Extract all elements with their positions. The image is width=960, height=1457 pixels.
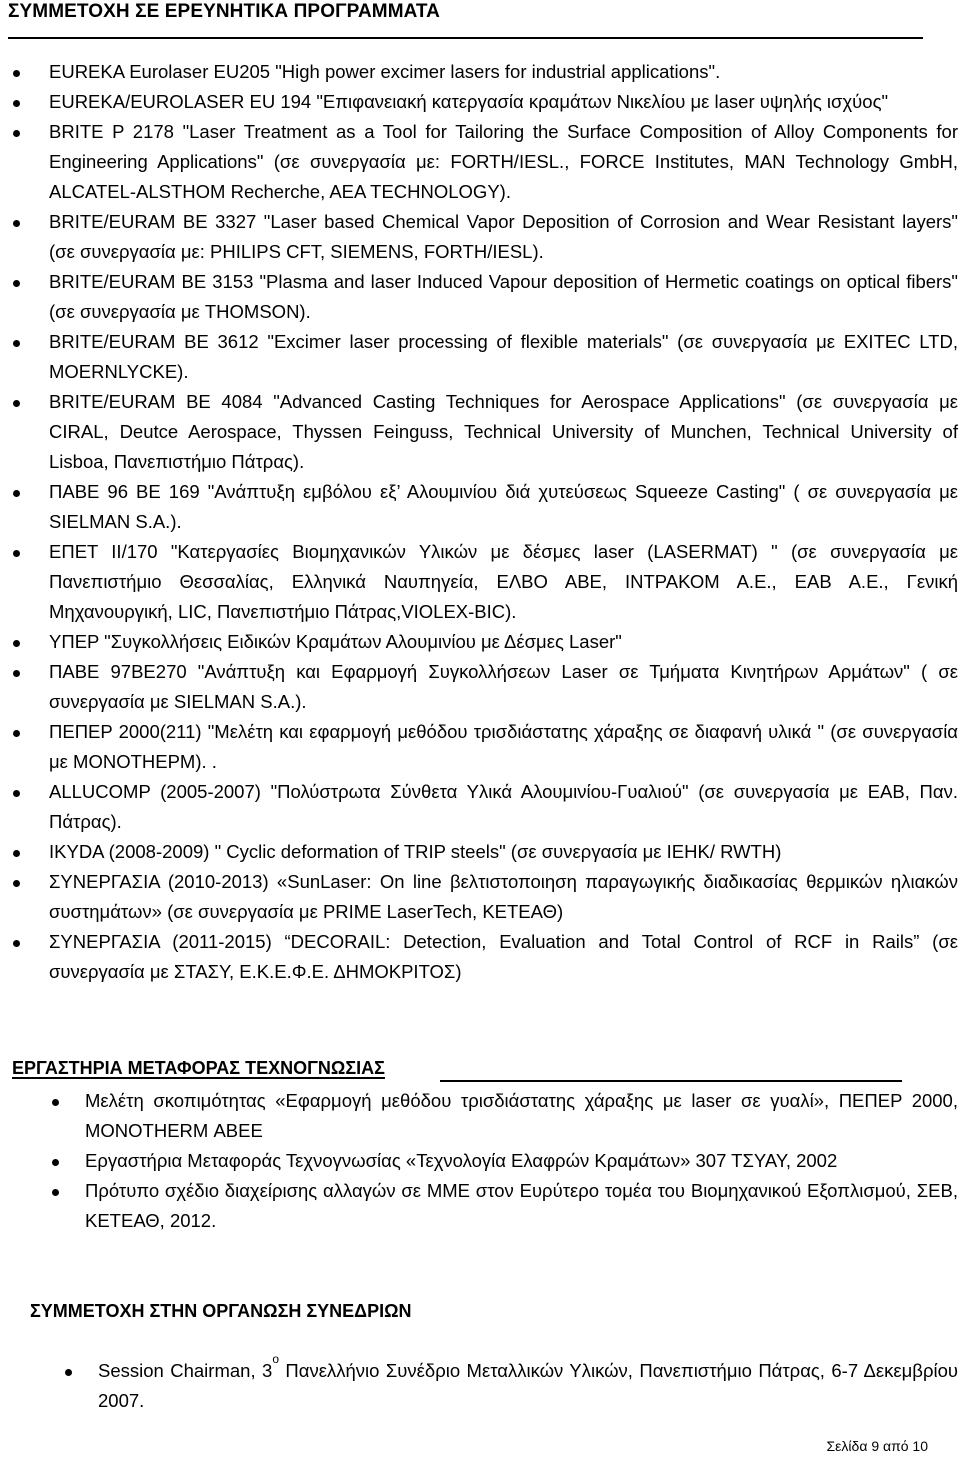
research-programs-list	[49, 57, 958, 987]
bullet-icon	[13, 490, 20, 497]
bullet-icon	[13, 940, 20, 947]
list-item: ALLUCOMP (2005-2007) "Πολύστρωτα Σύνθετα Υλικά Αλουμινίου-Γυαλιού" (σε συνεργασία με ΕΑΒ, Παν. Πάτρας).	[49, 777, 958, 837]
section-title-research-programs: ΣΥΜΜΕΤΟΧΗ ΣΕ ΕΡΕΥΝΗΤΙΚΑ ΠΡΟΓΡΑΜΜΑΤΑ	[8, 1, 441, 22]
list-item: Session Chairman, $3^o$ Πανελλήνιο Συνέδριο Μεταλλικών Υλικών, Πανεπιστήμιο Πάτρας, 6-7 Δεκεμβρίου 2007.	[98, 1356, 958, 1416]
bullet-icon	[13, 640, 20, 647]
bullet-icon	[13, 730, 20, 737]
bullet-icon	[52, 1159, 59, 1166]
list-item: BRITE P 2178 "Laser Treatment as a Tool for Tailoring the Surface Composition of Alloy Components for Engineering Applications" (σε συνεργασία με: FORTH/IESL., FORCE Institutes, MAN Technology GmbH, ALCATEL-ALSTHOM Recherche, AEA TECHNOLOGY).	[49, 117, 958, 207]
page-number: Σελίδα 9 από 10	[826, 1438, 928, 1454]
list-item: ΣΥΝΕΡΓΑΣΙΑ (2010-2013) «SunLaser: On line βελτιστοποιηση παραγωγικής διαδικασίας θερμικών ηλιακών συστημάτων» (σε συνεργασία με PRIME LaserTech, ΚΕΤΕΑΘ)	[49, 867, 958, 927]
bullet-icon	[65, 1369, 72, 1376]
bullet-icon	[13, 850, 20, 857]
list-item: Πρότυπο σχέδιο διαχείρισης αλλαγών σε ΜΜΕ στον Ευρύτερο τομέα του Βιομηχανικού Εξοπλισμού, ΣΕΒ, ΚΕΤΕΑΘ, 2012.	[85, 1176, 958, 1236]
list-item: BRITE/EURAM BE 3327 "Laser based Chemical Vapor Deposition of Corrosion and Wear Resistant layers" (σε συνεργασία με: PHILIPS CFT, SIEMENS, FORTH/IESL).	[49, 207, 958, 267]
bullet-icon	[13, 340, 20, 347]
bullet-icon	[13, 400, 20, 407]
list-item: EUREKA/EUROLASER EU 194 "Επιφανειακή κατεργασία κραμάτων Νικελίου με laser υψηλής ισχύος"	[49, 87, 958, 117]
list-item: IKYDA (2008-2009) " Cyclic deformation of TRIP steels" (σε συνεργασία με IEHK/ RWTH)	[49, 837, 958, 867]
list-item: ΥΠΕΡ "Συγκολλήσεις Ειδικών Κραμάτων Αλουμινίου με Δέσμες Laser"	[49, 627, 958, 657]
bullet-icon	[13, 280, 20, 287]
bullet-icon	[13, 220, 20, 227]
bullet-icon	[13, 130, 20, 137]
section-divider	[8, 37, 923, 39]
bullet-icon	[13, 100, 20, 107]
list-item: BRITE/EURAM BE 4084 "Advanced Casting Techniques for Aerospace Applications" (σε συνεργασία με CIRAL, Deutce Aerospace, Thyssen Feinguss, Technical University of Munchen, Technical University of Lisboa, Πανεπιστήμιο Πάτρας).	[49, 387, 958, 477]
bullet-icon	[13, 670, 20, 677]
ordinal-superscript: ο	[272, 1352, 279, 1366]
bullet-icon	[52, 1189, 59, 1196]
list-item: ΠΑΒΕ 97ΒΕ270 "Ανάπτυξη και Εφαρμογή Συγκολλήσεων Laser σε Τμήματα Κινητήρων Αρμάτων" ( σε συνεργασία με SIELMAN S.A.).	[49, 657, 958, 717]
list-item: ΣΥΝΕΡΓΑΣΙΑ (2011-2015) “DECORAIL: Detection, Evaluation and Total Control of RCF in Rails” (σε συνεργασία με ΣΤΑΣΥ, Ε.Κ.Ε.Φ.Ε. ΔΗΜΟΚΡΙΤΟΣ)	[49, 927, 958, 987]
conference-organization-list	[98, 1352, 958, 1416]
list-item: BRITE/EURAM BE 3612 "Excimer laser processing of flexible materials" (σε συνεργασία με EXITEC LTD, MOERNLYCKE).	[49, 327, 958, 387]
list-item: EUREKA Eurolaser EU205 "High power excimer lasers for industrial applications".	[49, 57, 958, 87]
list-item: BRITE/EURAM BE 3153 "Plasma and laser Induced Vapour deposition of Hermetic coatings on optical fibers" (σε συνεργασία με THOMSON).	[49, 267, 958, 327]
bullet-icon	[52, 1099, 59, 1106]
bullet-icon	[13, 70, 20, 77]
section-title-know-how-transfer: ΕΡΓΑΣΤΗΡΙΑ ΜΕΤΑΦΟΡΑΣ ΤΕΧΝΟΓΝΩΣΙΑΣ	[12, 1058, 385, 1078]
list-item: ΕΠΕΤ ΙΙ/170 "Κατεργασίες Βιομηχανικών Υλικών με δέσμες laser (LASERMAT) " (σε συνεργασία με Πανεπιστήμιο Θεσσαλίας, Ελληνικά Ναυπηγεία, ΕΛΒΟ ΑΒΕ, ΙΝΤΡΑΚΟΜ Α.Ε., ΕΑΒ Α.Ε., Γενική Μηχανουργική, LIC, Πανεπιστήμιο Πάτρας,VIOLEX-BIC).	[49, 537, 958, 627]
list-item: Μελέτη σκοπιμότητας «Εφαρμογή μεθόδου τρισδιάστατης χάραξης με laser σε γυαλί», ΠΕΠΕΡ 2000, ΜΟΝΟΤHERM ΑΒΕΕ	[85, 1086, 958, 1146]
bullet-icon	[13, 790, 20, 797]
know-how-transfer-list	[85, 1086, 958, 1236]
list-item: Εργαστήρια Μεταφοράς Τεχνογνωσίας «Τεχνολογία Ελαφρών Κραμάτων» 307 ΤΣΥΑΥ, 2002	[85, 1146, 958, 1176]
bullet-icon	[13, 550, 20, 557]
section-title-conference-organization: ΣΥΜΜΕΤΟΧΗ ΣΤΗΝ ΟΡΓΑΝΩΣΗ ΣΥΝΕΔΡΙΩΝ	[30, 1301, 412, 1321]
section-divider	[440, 1080, 902, 1082]
bullet-icon	[13, 880, 20, 887]
list-item: ΠΑΒΕ 96 ΒΕ 169 "Ανάπτυξη εμβόλου εξ’ Αλουμινίου διά χυτεύσεως Squeeze Casting" ( σε συνεργασία με SIELMAN S.A.).	[49, 477, 958, 537]
list-item: ΠΕΠΕΡ 2000(211) "Μελέτη και εφαρμογή μεθόδου τρισδιάστατης χάραξης σε διαφανή υλικά " (σε συνεργασία με ΜΟΝΟΤΗΕΡΜ). .	[49, 717, 958, 777]
